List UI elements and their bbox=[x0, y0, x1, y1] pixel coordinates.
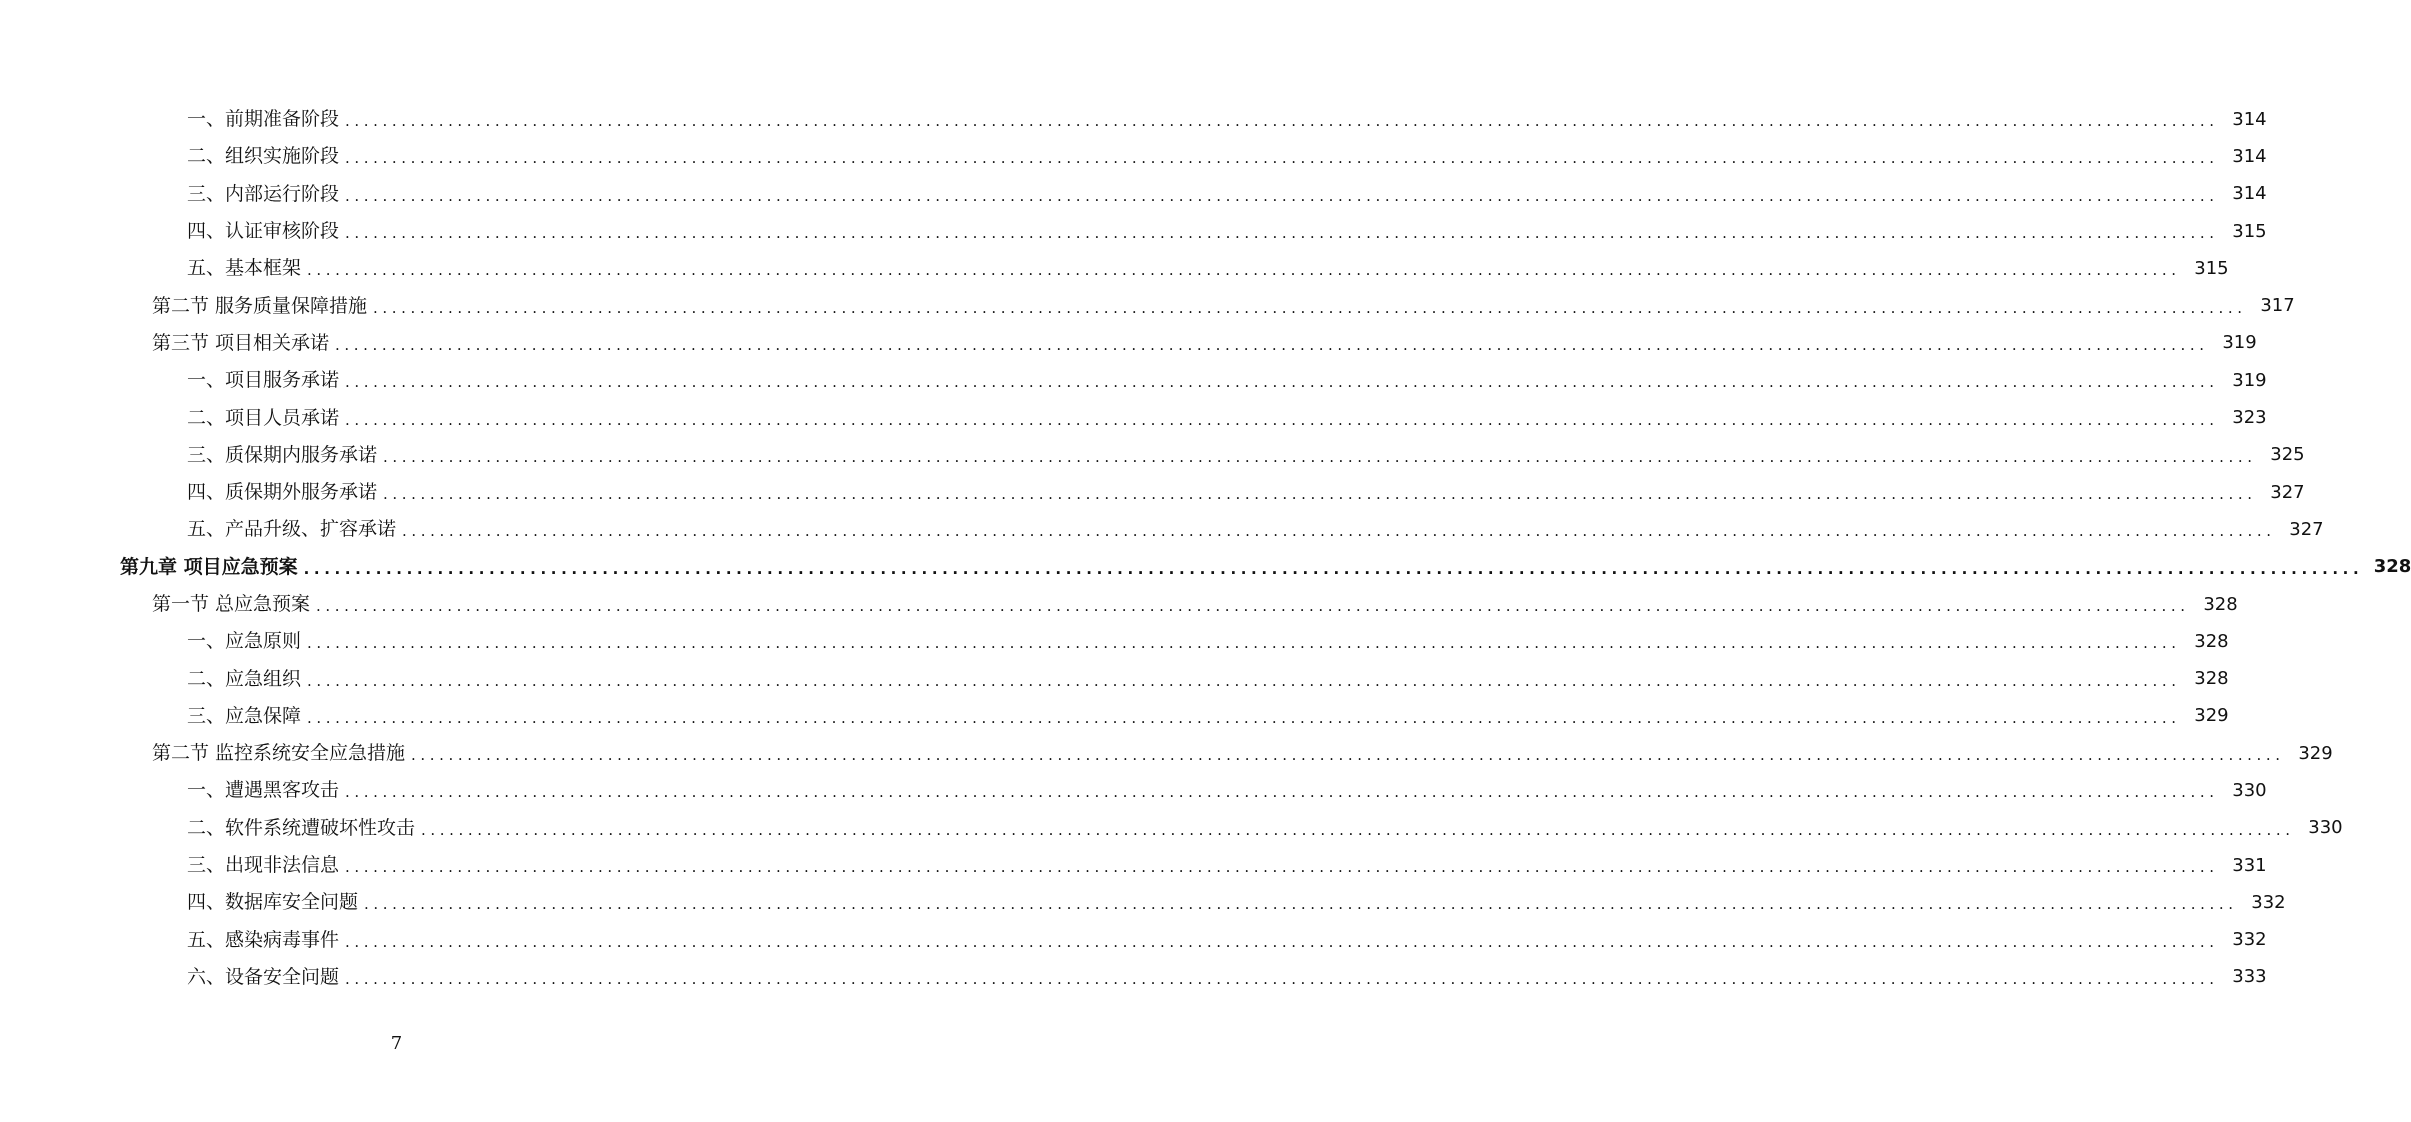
toc-entry-page: 332 bbox=[2232, 929, 2267, 951]
dot-leader: ........................................................................................................................................................................................................ bbox=[316, 597, 2190, 615]
toc-entry-title: 第二节 服务质量保障措施 bbox=[152, 294, 368, 317]
dot-leader: ........................................................................................................................................................................................................ bbox=[345, 858, 2219, 877]
toc-entry-title: 第一节 总应急预案 bbox=[152, 593, 311, 615]
dot-leader: ........................................................................................................................................................................................................ bbox=[345, 373, 2219, 392]
toc-entry-page: 319 bbox=[2222, 332, 2257, 354]
toc-entry-page: 319 bbox=[2232, 369, 2267, 391]
toc-entry-title: 四、认证审核阶段 bbox=[187, 220, 340, 243]
toc-entry-title: 第二节 监控系统安全应急措施 bbox=[152, 742, 406, 765]
dot-leader: ........................................................................................................................................................................................................ bbox=[307, 671, 2181, 690]
toc-entry-page: 314 bbox=[2232, 183, 2267, 205]
toc-entry-page: 328 bbox=[2203, 593, 2238, 615]
toc-entry[interactable] bbox=[0, 287, 2295, 324]
toc-entry-page: 325 bbox=[2270, 444, 2305, 466]
dot-leader: ........................................................................................................................................................................................................ bbox=[421, 820, 2295, 839]
toc-entry-title: 一、项目服务承诺 bbox=[187, 369, 340, 392]
page-number: 7 bbox=[390, 1033, 403, 1054]
toc-entry[interactable] bbox=[0, 698, 2229, 735]
dot-leader: ........................................................................................................................................................................................................ bbox=[307, 708, 2181, 727]
toc-entry[interactable] bbox=[0, 176, 2267, 213]
toc-entry-page: 317 bbox=[2260, 295, 2295, 317]
toc-entry-page: 331 bbox=[2232, 854, 2267, 876]
dot-leader: ........................................................................................................................................................................................................ bbox=[335, 335, 2209, 354]
toc-entry-title: 四、数据库安全问题 bbox=[187, 891, 359, 914]
dot-leader: ........................................................................................................................................................................................................ bbox=[303, 559, 2364, 578]
toc-entry[interactable] bbox=[0, 511, 2324, 548]
toc-entry-title: 二、组织实施阶段 bbox=[187, 145, 340, 168]
toc-entry-page: 333 bbox=[2232, 966, 2267, 988]
toc-entry[interactable] bbox=[0, 213, 2267, 250]
dot-leader: ........................................................................................................................................................................................................ bbox=[345, 224, 2219, 243]
toc-entry[interactable] bbox=[0, 549, 2411, 586]
dot-leader: ........................................................................................................................................................................................................ bbox=[345, 149, 2219, 168]
toc-entry-page: 328 bbox=[2373, 556, 2411, 578]
dot-leader: ........................................................................................................................................................................................................ bbox=[411, 746, 2285, 765]
toc-entry-title: 二、项目人员承诺 bbox=[187, 406, 340, 429]
toc-entry-title: 一、前期准备阶段 bbox=[187, 108, 340, 131]
dot-leader: ........................................................................................................................................................................................................ bbox=[364, 895, 2238, 914]
toc-entry-page: 329 bbox=[2194, 705, 2229, 727]
toc-entry-title: 三、应急保障 bbox=[187, 704, 302, 727]
toc-entry[interactable] bbox=[0, 623, 2229, 660]
toc-entry[interactable] bbox=[0, 138, 2267, 175]
dot-leader: ........................................................................................................................................................................................................ bbox=[383, 447, 2257, 466]
toc-entry[interactable] bbox=[0, 362, 2267, 399]
toc-entry-page: 330 bbox=[2232, 779, 2267, 801]
toc-entry-page: 323 bbox=[2232, 407, 2267, 429]
dot-leader: ........................................................................................................................................................................................................ bbox=[373, 298, 2247, 317]
toc-entry[interactable] bbox=[0, 474, 2305, 511]
dot-leader: ........................................................................................................................................................................................................ bbox=[345, 932, 2219, 951]
toc-entry-title: 三、内部运行阶段 bbox=[187, 182, 340, 205]
dot-leader: ........................................................................................................................................................................................................ bbox=[345, 783, 2219, 802]
toc-entry[interactable] bbox=[0, 959, 2267, 996]
toc-entry-title: 一、应急原则 bbox=[187, 630, 302, 653]
toc-entry-title: 五、感染病毒事件 bbox=[187, 928, 340, 951]
toc-entry[interactable] bbox=[0, 399, 2267, 436]
toc-entry-page: 315 bbox=[2232, 220, 2267, 242]
toc-entry-title: 五、产品升级、扩容承诺 bbox=[187, 518, 397, 541]
toc-entry-title: 三、出现非法信息 bbox=[187, 854, 340, 877]
toc-entry-title: 一、遭遇黑客攻击 bbox=[187, 779, 340, 802]
dot-leader: ........................................................................................................................................................................................................ bbox=[402, 522, 2276, 541]
toc-entry[interactable] bbox=[0, 101, 2267, 138]
toc-entry-title: 六、设备安全问题 bbox=[187, 965, 340, 988]
table-of-contents bbox=[0, 101, 2411, 996]
toc-entry-title: 第九章 项目应急预案 bbox=[120, 555, 298, 578]
toc-entry[interactable] bbox=[0, 325, 2257, 362]
toc-entry-page: 327 bbox=[2270, 481, 2305, 503]
toc-entry[interactable] bbox=[0, 250, 2229, 287]
toc-entry-title: 三、质保期内服务承诺 bbox=[187, 443, 378, 466]
toc-entry-page: 329 bbox=[2298, 742, 2333, 764]
toc-entry[interactable] bbox=[0, 735, 2333, 772]
dot-leader: ........................................................................................................................................................................................................ bbox=[383, 485, 2257, 504]
toc-entry[interactable] bbox=[0, 437, 2305, 474]
toc-entry-title: 二、软件系统遭破坏性攻击 bbox=[187, 816, 416, 839]
toc-entry-title: 二、应急组织 bbox=[187, 667, 302, 690]
toc-entry[interactable] bbox=[0, 772, 2267, 809]
toc-entry-page: 328 bbox=[2194, 668, 2229, 690]
toc-entry-page: 314 bbox=[2232, 145, 2267, 167]
toc-entry[interactable] bbox=[0, 660, 2229, 697]
toc-entry-page: 332 bbox=[2251, 891, 2286, 913]
toc-entry-page: 314 bbox=[2232, 108, 2267, 130]
dot-leader: ........................................................................................................................................................................................................ bbox=[307, 261, 2181, 280]
toc-entry-page: 328 bbox=[2194, 630, 2229, 652]
dot-leader: ........................................................................................................................................................................................................ bbox=[345, 410, 2219, 429]
toc-entry[interactable] bbox=[0, 922, 2267, 959]
toc-entry[interactable] bbox=[0, 810, 2343, 847]
dot-leader: ........................................................................................................................................................................................................ bbox=[307, 634, 2181, 653]
toc-entry-page: 315 bbox=[2194, 257, 2229, 279]
dot-leader: ........................................................................................................................................................................................................ bbox=[345, 112, 2219, 131]
dot-leader: ........................................................................................................................................................................................................ bbox=[345, 186, 2219, 205]
toc-entry-title: 第三节 项目相关承诺 bbox=[152, 331, 330, 354]
toc-entry-title: 五、基本框架 bbox=[187, 257, 302, 280]
dot-leader: ........................................................................................................................................................................................................ bbox=[345, 969, 2219, 988]
toc-entry-page: 330 bbox=[2308, 817, 2343, 839]
toc-entry[interactable] bbox=[0, 586, 2238, 623]
toc-entry[interactable] bbox=[0, 847, 2267, 884]
toc-entry-page: 327 bbox=[2289, 518, 2324, 540]
toc-entry[interactable] bbox=[0, 884, 2286, 921]
toc-entry-title: 四、质保期外服务承诺 bbox=[187, 481, 378, 504]
